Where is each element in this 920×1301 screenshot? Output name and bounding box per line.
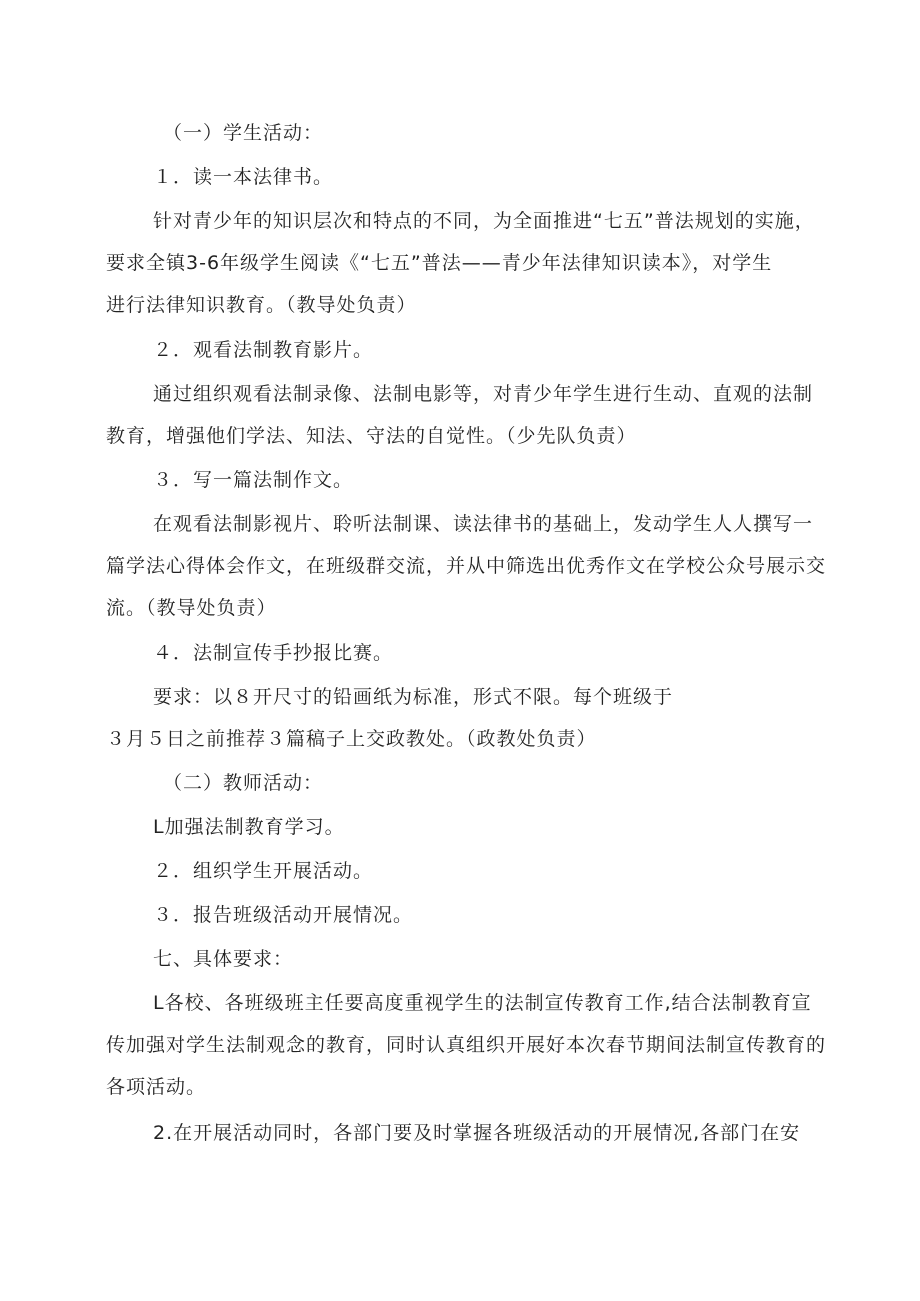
paragraph-line: 要求全镇3-6年级学生阅读《“七五”普法——青少年法律知识读本》，对学生 [106, 252, 773, 274]
heading-teacher-activities: （二）教师活动： [163, 772, 324, 794]
paragraph-line: ３月５日之前推荐３篇稿子上交政教处。（政教处负责） [106, 728, 597, 750]
teacher-item-3: ３．报告班级活动开展情况。 [153, 904, 414, 926]
teacher-item-2: ２．组织学生开展活动。 [153, 860, 374, 882]
paragraph-line: 各项活动。 [106, 1076, 207, 1098]
paragraph-line: 教育，增强他们学法、知法、守法的自觉性。（少先队负责） [106, 425, 637, 447]
heading-specific-requirements: 七、具体要求： [153, 948, 294, 970]
paragraph-line: 2.在开展活动同时，各部门要及时掌握各班级活动的开展情况,各部门在安 [153, 1122, 801, 1144]
item-2-title: ２．观看法制教育影片。 [153, 339, 374, 361]
heading-student-activities: （一）学生活动： [163, 122, 324, 144]
paragraph-line: 进行法律知识教育。（教导处负责） [106, 294, 417, 316]
item-3-title: ３．写一篇法制作文。 [153, 469, 354, 491]
item-1-title: １．读一本法律书。 [153, 166, 334, 188]
paragraph-line: 流。（教导处负责） [106, 597, 277, 619]
item-4-title: ４．法制宣传手抄报比赛。 [153, 642, 394, 664]
paragraph-line: 传加强对学生法制观念的教育，同时认真组织开展好本次春节期间法制宣传教育的 [106, 1034, 827, 1056]
paragraph-line: 在观看法制影视片、聆听法制课、读法律书的基础上，发动学生人人撰写一 [153, 513, 814, 535]
paragraph-line: L各校、各班级班主任要高度重视学生的法制宣传教育工作,结合法制教育宣 [153, 992, 812, 1014]
teacher-item-1: L加强法制教育学习。 [153, 816, 345, 838]
paragraph-line: 篇学法心得体会作文，在班级群交流，并从中筛选出优秀作文在学校公众号展示交 [106, 555, 827, 577]
paragraph-line: 要求：以８开尺寸的铅画纸为标准，形式不限。每个班级于 [153, 686, 674, 708]
paragraph-line: 通过组织观看法制录像、法制电影等，对青少年学生进行生动、直观的法制 [153, 383, 814, 405]
paragraph-line: 针对青少年的知识层次和特点的不同，为全面推进“七五”普法规划的实施， [153, 210, 815, 232]
